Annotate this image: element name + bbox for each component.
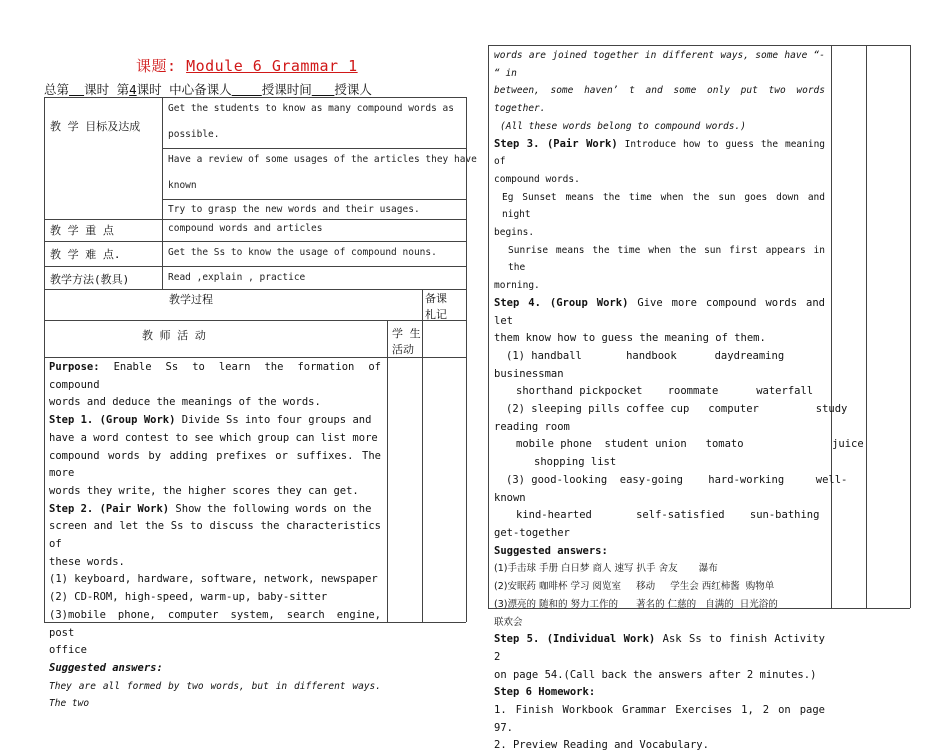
step1-text-4: words they write, the higher scores they can get. xyxy=(49,484,359,497)
step2-text-1: Show the following words on the xyxy=(169,502,372,515)
word-list-3b: office xyxy=(49,644,87,657)
example-1b: begins. xyxy=(494,227,535,239)
group2-line1: (2) sleeping pills coffee cup computer study xyxy=(506,403,848,416)
word-list-2: (2) CD-ROM, high-speed, warm-up, baby-sitter xyxy=(49,591,328,604)
example-2a: Sunrise means the time when the sun first appears in the xyxy=(508,244,825,274)
step4-text-2: them know how to guess the meaning of them. xyxy=(494,332,766,345)
step1-text-3: compound words by adding prefixes or suffixes. The more xyxy=(49,449,381,480)
cn-answers-2: (2)安眠药 咖啡杯 学习 阅览室 移动 学生会 西红柿酱 购物单 xyxy=(494,581,775,593)
group1-line1: (1) handball handbook daydreaming xyxy=(506,349,785,362)
step3-text-1: Introduce how to guess the meaning of xyxy=(494,138,826,168)
homework-1: 1. Finish Workbook Grammar Exercises 1, 2 on page 97. xyxy=(494,704,825,734)
teacher-activity-label: 教 师 活 动 xyxy=(142,329,206,342)
objectives-label: 教 学 目标及达成 xyxy=(50,120,141,133)
key-points-label: 教 学 重 点 xyxy=(50,224,114,237)
step3-label: Step 3. (Pair Work) xyxy=(494,137,618,150)
purpose-text-2: words and deduce the meanings of the words. xyxy=(49,396,321,409)
suggested-answer-text: They are all formed by two words, but in different ways. The two xyxy=(49,680,381,710)
step5-label: Step 5. (Individual Work) xyxy=(494,633,656,646)
group3-line3: kind-hearted self-satisfied sun-bathing xyxy=(516,509,820,522)
step3-text-2: compound words. xyxy=(494,173,580,185)
right-teacher-content xyxy=(494,47,864,755)
step1-text-2: have a word contest to see which group can list more xyxy=(49,431,378,444)
purpose-text-1: Enable Ss to learn the formation of compound xyxy=(49,361,381,391)
notes-label-1: 备课 xyxy=(425,292,447,305)
left-teacher-content xyxy=(49,359,381,713)
process-label: 教学过程 xyxy=(169,293,213,306)
objective-2b: known xyxy=(168,180,197,191)
difficult-points-label: 教 学 难 点. xyxy=(50,248,121,261)
answer-cont-1: words are joined together in different ways, some have “- “ in xyxy=(494,50,825,79)
suggested-answers-label-2: Suggested answers: xyxy=(494,544,608,557)
step2-text-3: these words. xyxy=(49,555,125,568)
purpose-label: Purpose: xyxy=(49,361,100,373)
meta-lesson: 课时 第 xyxy=(84,82,130,97)
key-points-value: compound words and articles xyxy=(168,223,323,234)
meta-total: 总第 xyxy=(44,82,70,97)
answer-cont-3: (All these words belong to compound words.) xyxy=(500,120,746,132)
group3-line2: known xyxy=(494,491,526,504)
step1-text-1: Divide Ss into four groups and xyxy=(175,414,372,427)
group1-line3: shorthand pickpocket roommate waterfall xyxy=(516,385,814,398)
group2-line4: shopping list xyxy=(534,456,617,469)
objective-1a: Get the students to know as many compound words as xyxy=(168,103,454,114)
meta-lesson-number: 4 xyxy=(129,82,137,97)
student-activity-label-2: 活动 xyxy=(392,343,414,356)
homework-2: 2. Preview Reading and Vocabulary. xyxy=(494,739,709,752)
step5-text-2: on page 54.(Call back the answers after 2 minutes.) xyxy=(494,668,817,681)
group2-line3: mobile phone student union tomato juice xyxy=(516,438,864,451)
group3-line4: get-together xyxy=(494,526,570,539)
group1-line2: businessman xyxy=(494,367,564,380)
meta-teach-time: 授课时间 xyxy=(261,82,312,97)
step4-text-1: Give more compound words and let xyxy=(494,296,826,327)
title-prefix: 课题: xyxy=(136,57,177,75)
cn-answers-3b: 联欢会 xyxy=(494,616,523,628)
cn-answers-3a: (3)漂亮的 随和的 努力工作的 著名的 仁慈的 自满的 日光浴的 xyxy=(494,598,778,610)
meta-teacher: 授课人 xyxy=(334,82,372,97)
method-label: 教学方法(教具) xyxy=(50,273,130,286)
method-value: Read ,explain , practice xyxy=(168,272,306,283)
objective-3: Try to grasp the new words and their usages. xyxy=(168,204,420,215)
step5-text-1: Ask Ss to finish Activity 2 xyxy=(494,633,825,663)
page-title xyxy=(136,55,358,76)
suggested-answers-label: Suggested answers: xyxy=(49,661,163,674)
student-activity-label-1: 学 生 xyxy=(392,327,421,340)
step2-text-2: screen and let the Ss to discuss the characteristics of xyxy=(49,520,381,551)
group3-line1: (3) good-looking easy-going hard-working well- xyxy=(506,473,848,486)
meta-center-prep: 课时 中心备课人 xyxy=(136,82,232,97)
objective-1b: possible. xyxy=(168,129,220,140)
example-2b: morning. xyxy=(494,280,540,292)
objective-2a: Have a review of some usages of the articles they have xyxy=(168,154,477,165)
step4-label: Step 4. (Group Work) xyxy=(494,296,629,309)
title-text: Module 6 Grammar 1 xyxy=(186,57,358,75)
word-list-1: (1) keyboard, hardware, software, network, newspaper xyxy=(49,573,378,586)
step1-label: Step 1. (Group Work) xyxy=(49,414,176,427)
difficult-points-value: Get the Ss to know the usage of compound nouns. xyxy=(168,247,437,258)
step6-label: Step 6 Homework: xyxy=(494,686,596,699)
word-list-3a: (3)mobile phone, computer system, search engine, post xyxy=(49,608,381,639)
step2-label: Step 2. (Pair Work) xyxy=(49,502,170,515)
example-1a: Eg Sunset means the time when the sun goes down and night xyxy=(502,191,825,221)
group2-line2: reading room xyxy=(494,420,570,433)
notes-label-2: 札记 xyxy=(425,308,447,321)
answer-cont-2: between, some haven’ t and some only put two words together. xyxy=(494,85,825,115)
cn-answers-1: (1)手击球 手册 白日梦 商人 速写 扒手 舍友 瀑布 xyxy=(494,563,718,575)
